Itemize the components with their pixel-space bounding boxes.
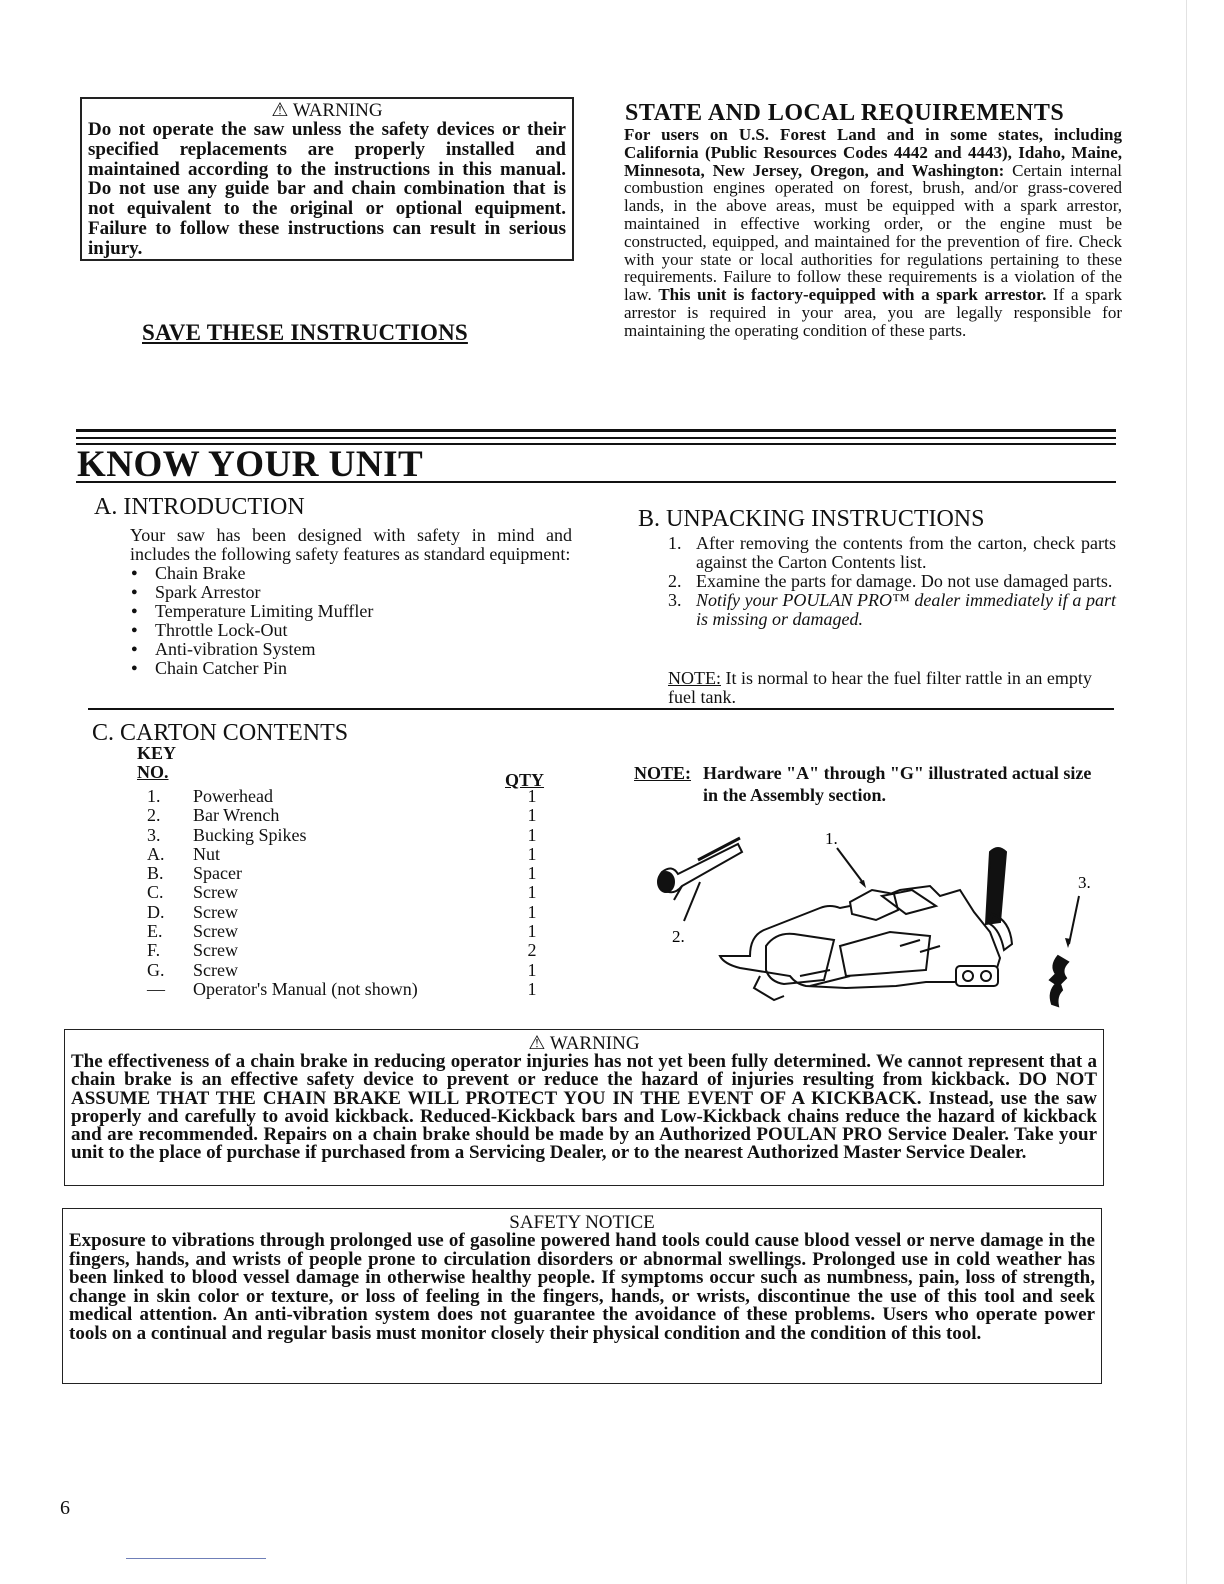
key-cell: 1. [147, 786, 161, 806]
note-label: NOTE: [634, 763, 692, 783]
unpacking-title: B. UNPACKING INSTRUCTIONS [638, 506, 985, 532]
page-edge-line [1186, 0, 1187, 1584]
desc-cell: Screw [193, 882, 238, 903]
warning-box-safety-devices [80, 97, 574, 261]
table-row [147, 826, 547, 845]
safety-features-list [130, 564, 572, 678]
safety-notice-box [62, 1208, 1102, 1384]
desc-cell: Operator's Manual (not shown) [193, 978, 418, 999]
warning-text: Do not operate the saw unless the safety devices or their specified replacements are properly installed and maintained according to the instructions in this manual. Do not use any guide bar and chain combination that is not equivalent to the original or optional equipment. Failure to follow these instructions can result in serious injury. [88, 119, 566, 259]
table-row [147, 864, 547, 883]
state-requirements-body-2: If a spark arrestor is required in your area, you are legally responsible for maintaining the operating condition of these parts. [624, 285, 1122, 340]
callout-1: 1. [825, 829, 838, 848]
list-item [668, 591, 1116, 629]
desc-cell: Screw [193, 901, 238, 922]
qty-cell: 1 [527, 805, 537, 826]
list-item: ● Anti-vibration System [130, 640, 572, 659]
know-your-unit-title: KNOW YOUR UNIT [77, 444, 424, 485]
key-cell: C. [147, 882, 164, 903]
callout-3: 3. [1078, 873, 1091, 892]
list-item: ● Chain Brake [130, 564, 572, 583]
list-item: ● Temperature Limiting Muffler [130, 602, 572, 621]
table-row [147, 980, 547, 999]
list-item: ● Spark Arrestor [130, 583, 572, 602]
powerhead-drawing [720, 848, 1012, 1000]
table-row [147, 941, 547, 960]
table-row [147, 961, 547, 980]
qty-header: QTY [505, 770, 545, 790]
page-number: 6 [60, 1497, 70, 1519]
hardware-note [634, 762, 1104, 806]
state-requirements-body-1: Certain internal combustion engines operated on forest, brush, and/or grass-covered lands, in the above areas, must be equipped with a spark arrestor, maintained in effective working order, or the engine must be constructed, equipped, and maintained for the prevention of fire. Check with your state or local authorities for regulations pertaining to these requirements. Failure to follow these requirements is a violation of the law. [624, 160, 1122, 305]
desc-cell: Screw [193, 921, 238, 942]
key-cell: G. [147, 959, 165, 980]
step-number: 1. [668, 533, 682, 553]
desc-cell: Screw [193, 959, 238, 980]
qty-cell: 1 [527, 824, 537, 845]
callout-3-leader [1069, 896, 1079, 944]
no-label: NO. [137, 762, 169, 782]
introduction-text: Your saw has been designed with safety in mind and includes the following safety features as standard equipment: [130, 525, 572, 564]
carton-contents-table [147, 787, 547, 999]
safety-notice-text: Exposure to vibrations through prolonged use of gasoline powered hand tools could cause blood vessel or nerve damage in the fingers, hands, and wrists of people prone to circulation disorders or abnormal swellings. Prolonged use in cold weather has been linked to blood vessel damage in otherwise healthy people. If symptoms occur such as numbness, pain, loss of strength, change in skin color or texture, or loss of feeling in the fingers, hands, or wrists, discontinue the use of this tool and seek medical attention. An anti-vibration system does not guarantee the avoidance of these problems. Users who operate power tools on a continual and regular basis must monitor closely their physical condition and the condition of this tool. [69, 1230, 1095, 1344]
desc-cell: Nut [193, 843, 220, 864]
list-item [668, 572, 1116, 591]
bar-wrench-drawing [658, 838, 742, 900]
spark-arrestor-statement: This unit is factory-equipped with a spark arrestor. [658, 285, 1047, 305]
table-row [147, 806, 547, 825]
carton-contents-illustration [640, 826, 1110, 1016]
qty-cell: 1 [527, 843, 537, 864]
footer-line [126, 1558, 266, 1559]
callout-1-leader [837, 848, 864, 884]
introduction-section [130, 526, 572, 678]
desc-cell: Spacer [193, 863, 242, 884]
table-row [147, 787, 547, 806]
state-requirements-title: STATE AND LOCAL REQUIREMENTS [625, 100, 1065, 126]
note-text: Hardware "A" through "G" illustrated actual size in the Assembly section. [703, 763, 1092, 805]
qty-cell: 1 [527, 959, 537, 980]
warning-text: The effectiveness of a chain brake in reducing operator injuries has not yet been fully determined. We cannot represent that a chain brake is an effective safety device to prevent or reduce the hazard of injuries resulting from kickback. DO NOT ASSUME THAT THE CHAIN BRAKE WILL PROTECT YOU IN THE EVENT OF A KICKBACK. Instead, use the saw properly and carefully to avoid kickback. Reduced-Kickback bars and Low-Kickback chains reduce the hazard of kickback and are recommended. Repairs on a chain brake should be made by an Authorized POULAN PRO Service Dealer. Take your unit to the place of purchase if purchased from a Servicing Dealer, or to the nearest Authorized Master Service Dealer. [71, 1051, 1097, 1164]
qty-cell: 1 [527, 978, 537, 999]
qty-cell: 1 [527, 901, 537, 922]
desc-cell: Screw [193, 940, 238, 961]
key-cell: F. [147, 940, 161, 961]
step-text: Examine the parts for damage. Do not use damaged parts. [696, 571, 1113, 591]
key-cell: 2. [147, 805, 161, 826]
table-row [147, 922, 547, 941]
key-cell: E. [147, 921, 163, 942]
note-text: It is normal to hear the fuel filter rattle in an empty fuel tank. [668, 668, 1092, 707]
table-row [147, 903, 547, 922]
list-item [668, 534, 1116, 572]
step-number: 2. [668, 571, 682, 591]
unpacking-steps [668, 534, 1116, 629]
save-instructions-heading: SAVE THESE INSTRUCTIONS [142, 320, 468, 345]
note-label: NOTE: [668, 668, 721, 688]
key-cell: A. [147, 843, 165, 864]
table-row [147, 845, 547, 864]
introduction-title: A. INTRODUCTION [94, 494, 305, 520]
key-cell: D. [147, 901, 165, 922]
step-number: 3. [668, 590, 682, 610]
warning-title: ⚠ WARNING [271, 100, 383, 121]
key-label: KEY [137, 743, 177, 763]
key-cell: B. [147, 863, 164, 884]
desc-cell: Bar Wrench [193, 805, 280, 826]
key-cell: 3. [147, 824, 161, 845]
carton-key-header [137, 744, 176, 782]
carton-contents-title: C. CARTON CONTENTS [92, 720, 349, 746]
state-requirements-text [624, 126, 1122, 340]
step-text: Notify your POULAN PRO™ dealer immediately if a part is missing or damaged. [696, 590, 1116, 629]
state-requirements-lead: For users on U.S. Forest Land and in some states, including California (Public Resources Codes 4442 and 4443), Idaho, Maine, Minnesota, New Jersey, Oregon, and Washington: [624, 125, 1122, 180]
qty-cell: 1 [527, 921, 537, 942]
warning-box-chain-brake [64, 1029, 1104, 1186]
list-item: ● Throttle Lock-Out [130, 621, 572, 640]
callout-2-leader [684, 882, 700, 921]
qty-cell: 1 [527, 882, 537, 903]
key-cell: — [147, 978, 165, 999]
section-rule [76, 437, 1116, 439]
unpacking-note [668, 669, 1116, 707]
safety-notice-title: SAFETY NOTICE [509, 1212, 655, 1233]
qty-cell: 1 [527, 786, 537, 806]
bucking-spikes-drawing [1050, 956, 1068, 1006]
desc-cell: Powerhead [193, 786, 273, 806]
list-item: ● Chain Catcher Pin [130, 659, 572, 678]
warning-title: ⚠ WARNING [528, 1033, 640, 1054]
qty-cell: 1 [527, 863, 537, 884]
section-rule [88, 708, 1114, 710]
callout-2: 2. [672, 927, 685, 946]
desc-cell: Bucking Spikes [193, 824, 307, 845]
section-rule [76, 429, 1116, 432]
step-text: After removing the contents from the carton, check parts against the Carton Contents list. [696, 533, 1116, 572]
qty-cell: 2 [527, 940, 537, 961]
table-row [147, 883, 547, 902]
